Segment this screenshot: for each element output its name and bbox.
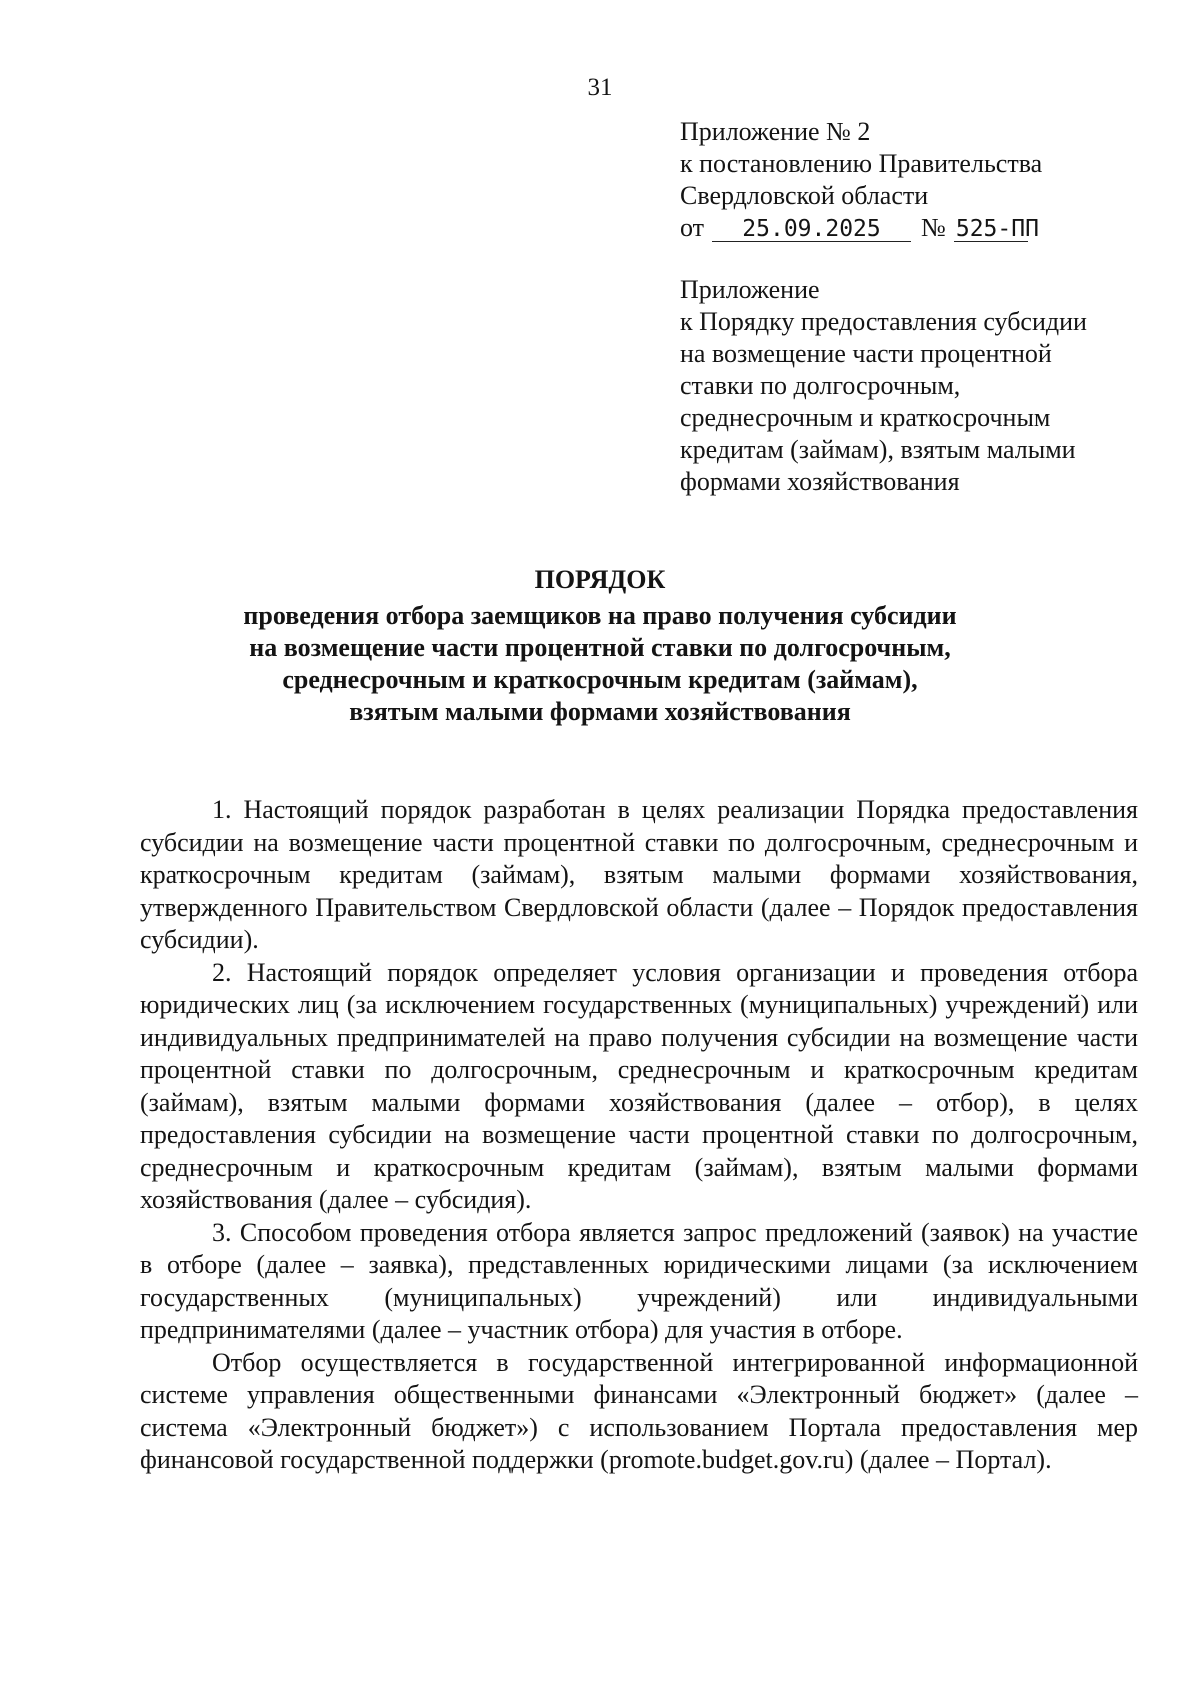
appendix-order-line: к Порядку предоставления субсидии: [680, 307, 1087, 336]
appendix-order-line: формами хозяйствования: [680, 467, 960, 496]
appendix-order-line: на возмещение части процентной: [680, 339, 1052, 368]
paragraph-4: Отбор осуществляется в государственной интегрированной информационной системе управления общественными финансами «Электронный бюджет» (далее – система «Электронный бюджет») с использованием Портала предоставления мер финансовой государственной поддержки (promote.budget.gov.ru) (далее – Портал).: [140, 1347, 1138, 1474]
page-number: 31: [587, 74, 613, 101]
resolution-date: 25.09.2025: [712, 217, 911, 242]
appendix-2-block: [680, 116, 1042, 244]
appendix-order-line: кредитам (займам), взятым малыми: [680, 435, 1076, 464]
from-label: от: [680, 213, 705, 242]
resolution-date-line: [680, 212, 1042, 244]
appendix-2-line: к постановлению Правительства: [680, 149, 1043, 178]
document-title: [100, 564, 1100, 728]
resolution-number: 525-ПП: [955, 216, 1039, 242]
appendix-2-line: Приложение № 2: [680, 117, 871, 146]
title-subtitle-line: на возмещение части процентной ставки по долгосрочным,: [249, 633, 951, 662]
appendix-2-line: Свердловской области: [680, 181, 929, 210]
appendix-order-line: среднесрочным и краткосрочным: [680, 403, 1051, 432]
title-main: ПОРЯДОК: [534, 565, 666, 594]
document-body: [140, 794, 1138, 1477]
title-subtitle-line: проведения отбора заемщиков на право получения субсидии: [243, 601, 957, 630]
appendix-order-line: ставки по долгосрочным,: [680, 371, 961, 400]
number-label: №: [921, 213, 946, 242]
title-subtitle-line: среднесрочным и краткосрочным кредитам (займам),: [282, 665, 918, 694]
paragraph-2: 2. Настоящий порядок определяет условия организации и проведения отбора юридических лиц (за исключением государственных (муниципальных) учреждений) или индивидуальных предпринимателей на право получения субсидии на возмещение части процентной ставки по долгосрочным, среднесрочным и краткосрочным кредитам (займам), взятым малыми формами хозяйствования (далее – отбор), в целях предоставления субсидии на возмещение части процентной ставки по долгосрочным, среднесрочным и краткосрочным кредитам (займам), взятым малыми формами хозяйствования (далее – субсидия).: [140, 957, 1138, 1214]
appendix-order-line: Приложение: [680, 275, 820, 304]
paragraph-1: 1. Настоящий порядок разработан в целях реализации Порядка предоставления субсидии на возмещение части процентной ставки по долгосрочным, среднесрочным и краткосрочным кредитам (займам), взятым малыми формами хозяйствования, утвержденного Правительством Свердловской области (далее – Порядок предоставления субсидии).: [140, 795, 1138, 954]
paragraph-3: 3. Способом проведения отбора является запрос предложений (заявок) на участие в отборе (далее – заявка), представленных юридическими лицами (за исключением государственных (муниципальных) учреждений) или индивидуальными предпринимателями (далее – участник отбора) для участия в отборе.: [140, 1217, 1138, 1344]
title-subtitle-line: взятым малыми формами хозяйствования: [349, 697, 851, 726]
appendix-order-block: [680, 274, 1087, 498]
